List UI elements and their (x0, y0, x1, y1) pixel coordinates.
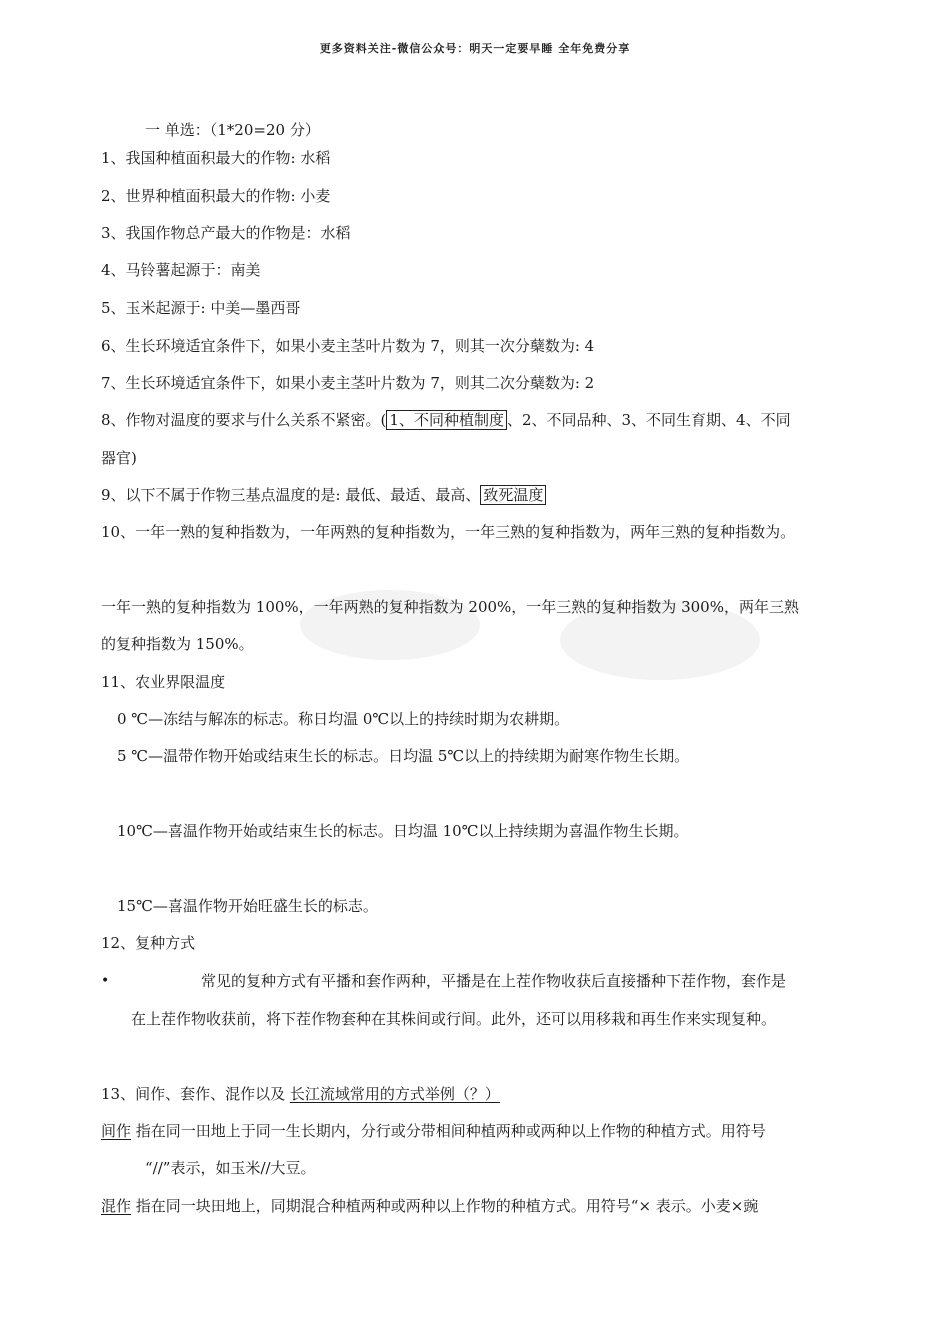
question-7: 7、生长环境适宜条件下，如果小麦主茎叶片数为 7，则其二次分蘖数为: 2 (101, 374, 595, 392)
jianzuo-term: 间作 (101, 1122, 132, 1140)
page-header: 更多资料关注-微信公众号：明天一定要早睡 全年免费分享 (319, 42, 631, 55)
question-8 (101, 410, 791, 430)
temp-15: 15℃—喜温作物开始旺盛生长的标志。 (117, 897, 378, 915)
section-title: 一 单选：（1*20=20 分） (145, 121, 320, 139)
question-3: 3、我国作物总产最大的作物是：水稻 (101, 224, 351, 242)
question-8-suffix: 、2、不同品种、3、不同生育期、4、不同 (506, 411, 791, 429)
question-8-answer-box: 1、不同种植制度 (386, 410, 507, 430)
question-9 (101, 485, 546, 505)
question-5: 5、玉米起源于: 中美—墨西哥 (101, 299, 301, 317)
question-4: 4、马铃薯起源于：南美 (101, 261, 261, 279)
question-11: 11、农业界限温度 (101, 673, 226, 691)
question-10-answer-continuation: 的复种指数为 150%。 (101, 635, 254, 653)
question-8-continuation: 器官) (101, 449, 137, 467)
question-2: 2、世界种植面积最大的作物: 小麦 (101, 187, 331, 205)
question-12-text: 常见的复种方式有平播和套作两种，平播是在上茬作物收获后直接播种下茬作物，套作是 (201, 972, 787, 990)
jianzuo-text: 指在同一田地上于同一生长期内，分行或分带相间种植两种或两种以上作物的种植方式。用符号 (131, 1122, 766, 1140)
hunzuo-term: 混作 (101, 1197, 132, 1215)
jianzuo-continuation: “//”表示，如玉米//大豆。 (145, 1159, 316, 1177)
question-13 (101, 1084, 500, 1104)
hunzuo-definition (101, 1196, 758, 1216)
question-6: 6、生长环境适宜条件下，如果小麦主茎叶片数为 7，则其一次分蘖数为: 4 (101, 337, 595, 355)
temp-0: 0 ℃—冻结与解冻的标志。称日均温 0℃以上的持续时期为农耕期。 (117, 710, 570, 728)
question-8-prefix: 8、作物对温度的要求与什么关系不紧密。( (101, 411, 387, 429)
question-10-answer: 一年一熟的复种指数为 100%，一年两熟的复种指数为 200%，一年三熟的复种指数为 300%，两年三熟 (101, 598, 799, 616)
bullet-point: • (101, 973, 110, 989)
jianzuo-definition (101, 1121, 766, 1141)
question-13-underlined: 长江流域常用的方式举例（？） (289, 1085, 500, 1103)
question-12-text-continuation: 在上茬作物收获前，将下茬作物套种在其株间或行间。此外，还可以用移栽和再生作来实现复种。 (131, 1010, 777, 1028)
hunzuo-text: 指在同一块田地上，同期混合种植两种或两种以上作物的种植方式。用符号“× 表示。小麦×豌 (131, 1197, 759, 1215)
question-9-answer-box: 致死温度 (480, 485, 546, 505)
temp-10: 10℃—喜温作物开始或结束生长的标志。日均温 10℃以上持续期为喜温作物生长期。 (117, 822, 689, 840)
temp-5: 5 ℃—温带作物开始或结束生长的标志。日均温 5℃以上的持续期为耐寒作物生长期。 (117, 747, 690, 765)
question-13-prefix: 13、间作、套作、混作以及 (101, 1085, 290, 1103)
question-9-prefix: 9、以下不属于作物三基点温度的是: 最低、最适、最高、 (101, 486, 481, 504)
question-1: 1、我国种植面积最大的作物: 水稻 (101, 149, 331, 167)
question-10: 10、一年一熟的复种指数为，一年两熟的复种指数为，一年三熟的复种指数为，两年三熟的复种指数为。 (101, 523, 796, 541)
question-12: 12、复种方式 (101, 934, 196, 952)
